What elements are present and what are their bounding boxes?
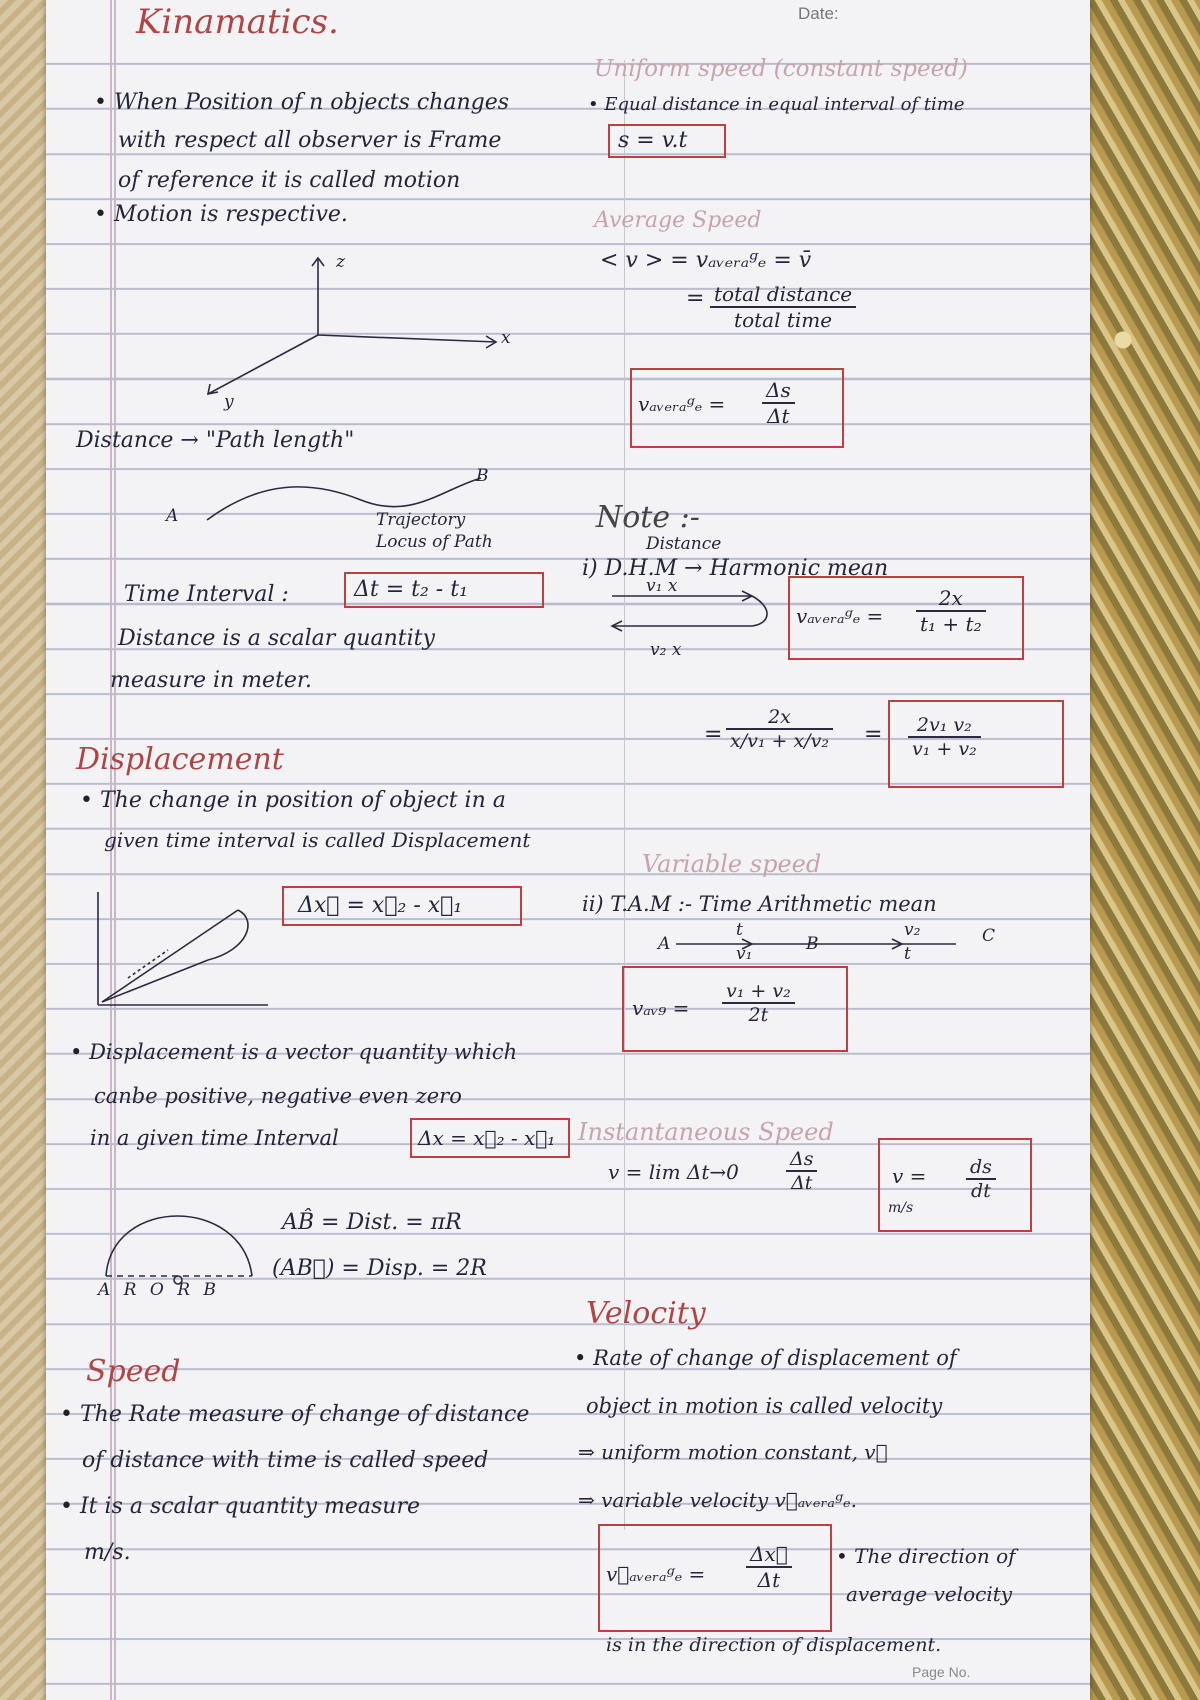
displacement-formula: Δx⃗ = x⃗₂ - x⃗₁ [282, 886, 522, 926]
tam-t1-label: t [736, 920, 743, 940]
direction-line-3: is in the direction of displacement. [606, 1634, 942, 1656]
time-arithmetic-mean-box-denominator: 2t [748, 1004, 769, 1026]
harmonic-mean-result-numerator: 2v₁ v₂ [908, 714, 981, 738]
average-speed-box-denominator: Δt [767, 404, 790, 428]
equals-sign: = [704, 722, 723, 747]
equals-sign: = [686, 286, 705, 311]
harmonic-mean-result-fraction [908, 714, 981, 760]
displacement-heading: Displacement [76, 742, 284, 777]
instantaneous-speed-formula: v = lim Δt→0 [608, 1160, 739, 1184]
time-arithmetic-mean-box-lhs: vₐᵥ₉ = [632, 996, 690, 1020]
date-label: Date: [798, 4, 839, 23]
uniform-motion-line: ⇒ uniform motion constant, v⃗ [578, 1440, 888, 1464]
arc-distance-formula: AB̂ = Dist. = πR [282, 1210, 462, 1235]
tam-point-a-label: A [658, 934, 671, 954]
tam-t2-label: t [904, 944, 911, 964]
background-cloth-left [0, 0, 46, 1700]
semicircle-labels: A R O R B [98, 1280, 220, 1300]
instantaneous-speed-heading: Instantaneous Speed [578, 1118, 834, 1146]
equals-sign: = [864, 722, 883, 747]
speed-definition-1: • The Rate measure of change of distance [60, 1402, 529, 1427]
harmonic-mean-result-denominator: v₁ + v₂ [912, 738, 977, 760]
instantaneous-speed-unit: m/s [888, 1200, 914, 1216]
harmonic-mean-box-lhs: vₐᵥₑᵣₐᵍₑ = [796, 604, 884, 628]
instantaneous-speed-box-denominator: dt [971, 1180, 991, 1202]
point-a-label: A [166, 506, 179, 526]
direction-line-1: • The direction of [836, 1544, 1016, 1568]
hm-v1x-label: v₁ x [646, 576, 678, 596]
time-interval-label: Time Interval : [124, 582, 289, 607]
speed-heading: Speed [86, 1354, 181, 1389]
time-arithmetic-mean-line: ii) T.A.M :- Time Arithmetic mean [582, 892, 937, 916]
trajectory-label: Trajectory [376, 510, 466, 530]
measure-in-meter: measure in meter. [110, 668, 313, 693]
instantaneous-speed-box-fraction [966, 1156, 996, 1202]
tam-v1-label: v₁ [736, 944, 753, 964]
average-speed-box-lhs: vₐᵥₑᵣₐᵍₑ = [638, 392, 726, 416]
displacement-vector-line-3: in a given time Interval [90, 1126, 339, 1150]
background-cloth-right [1090, 0, 1200, 1700]
velocity-definition-1: • Rate of change of displacement of [574, 1346, 957, 1370]
harmonic-mean-box-denominator: t₁ + t₂ [920, 612, 982, 636]
notebook-page [46, 0, 1090, 1700]
axes-diagram [196, 250, 516, 410]
uniform-speed-formula: s = v.t [608, 124, 726, 158]
displacement-vector-line-1: • Displacement is a vector quantity which [70, 1040, 517, 1064]
average-speed-box-fraction [762, 378, 795, 428]
distance-scalar: Distance is a scalar quantity [118, 626, 435, 651]
variable-velocity-line: ⇒ variable velocity v⃗ₐᵥₑᵣₐᵍₑ. [578, 1488, 858, 1512]
instantaneous-speed-numerator: Δs [786, 1148, 817, 1172]
average-speed-box-numerator: Δs [762, 378, 795, 404]
distance-heading: Distance → "Path length" [76, 428, 355, 453]
instantaneous-speed-box-lhs: v = [892, 1164, 927, 1188]
velocity-heading: Velocity [586, 1296, 706, 1331]
displacement-vector-formula: Δx = x⃗₂ - x⃗₁ [410, 1118, 570, 1158]
note-heading: Note :- [596, 500, 700, 535]
locus-label: Locus of Path [376, 532, 493, 552]
displacement-definition-2: given time interval is called Displacement [104, 828, 531, 852]
displacement-definition-1: • The change in position of object in a [80, 788, 506, 813]
speed-definition-2: of distance with time is called speed [82, 1448, 489, 1473]
motion-definition-line-3: of reference it is called motion [118, 168, 461, 193]
axis-y-label: y [224, 392, 234, 412]
tam-v2-label: v₂ [904, 920, 921, 940]
hm-distance-label: Distance [646, 534, 722, 554]
harmonic-mean-line: i) D.H.M → Harmonic mean [582, 556, 889, 581]
instantaneous-speed-fraction [786, 1148, 817, 1194]
average-speed-line: < v > = vₐᵥₑᵣₐᵍₑ = v̄ [600, 248, 812, 273]
uniform-speed-heading: Uniform speed (constant speed) [594, 56, 968, 82]
displacement-vector-line-2: canbe positive, negative even zero [94, 1084, 462, 1108]
average-velocity-box-lhs: v⃗ₐᵥₑᵣₐᵍₑ = [606, 1562, 706, 1586]
time-arithmetic-mean-box-numerator: v₁ + v₂ [722, 980, 795, 1004]
axis-z-label: z [336, 252, 345, 272]
average-speed-heading: Average Speed [594, 208, 762, 233]
speed-scalar: • It is a scalar quantity measure [60, 1494, 420, 1519]
page-title: Kinamatics. [136, 2, 339, 42]
harmonic-mean-box-fraction [916, 586, 986, 636]
axis-x-label: x [501, 328, 511, 348]
hm-v2x-label: v₂ x [650, 640, 682, 660]
motion-definition-line-2: with respect all observer is Frame [118, 128, 502, 153]
variable-speed-heading: Variable speed [642, 850, 822, 878]
time-interval-formula: Δt = t₂ - t₁ [344, 572, 544, 608]
velocity-definition-2: object in motion is called velocity [586, 1394, 943, 1418]
chord-displacement-formula: (AB⃗) = Disp. = 2R [272, 1256, 487, 1281]
instantaneous-speed-denominator: Δt [791, 1172, 813, 1194]
average-velocity-box-numerator: Δx⃗ [746, 1542, 792, 1568]
average-speed-denominator: total time [734, 308, 833, 332]
harmonic-mean-diagram [602, 586, 772, 646]
average-speed-fraction [710, 282, 856, 332]
point-b-label: B [476, 466, 489, 486]
instantaneous-speed-box-numerator: ds [966, 1156, 996, 1180]
speed-unit: m/s. [84, 1540, 131, 1565]
motion-respective: • Motion is respective. [94, 202, 348, 227]
tam-point-b-label: B [806, 934, 819, 954]
harmonic-mean-expanded-numerator: 2x [726, 706, 833, 730]
direction-line-2: average velocity [846, 1582, 1013, 1606]
page-number-label: Page No. [912, 1664, 971, 1680]
motion-definition-line-1: • When Position of n objects changes [94, 90, 509, 115]
displacement-vector-diagram [98, 880, 278, 1010]
harmonic-mean-expanded-fraction [726, 706, 833, 752]
uniform-speed-definition: • Equal distance in equal interval of time [588, 94, 965, 115]
harmonic-mean-box-numerator: 2x [916, 586, 986, 612]
average-velocity-box-denominator: Δt [757, 1568, 781, 1592]
tam-point-c-label: C [982, 926, 996, 946]
time-arithmetic-mean-box-fraction [722, 980, 795, 1026]
average-velocity-box-fraction [746, 1542, 792, 1592]
average-speed-numerator: total distance [710, 282, 856, 308]
harmonic-mean-expanded-denominator: x/v₁ + x/v₂ [730, 730, 829, 752]
